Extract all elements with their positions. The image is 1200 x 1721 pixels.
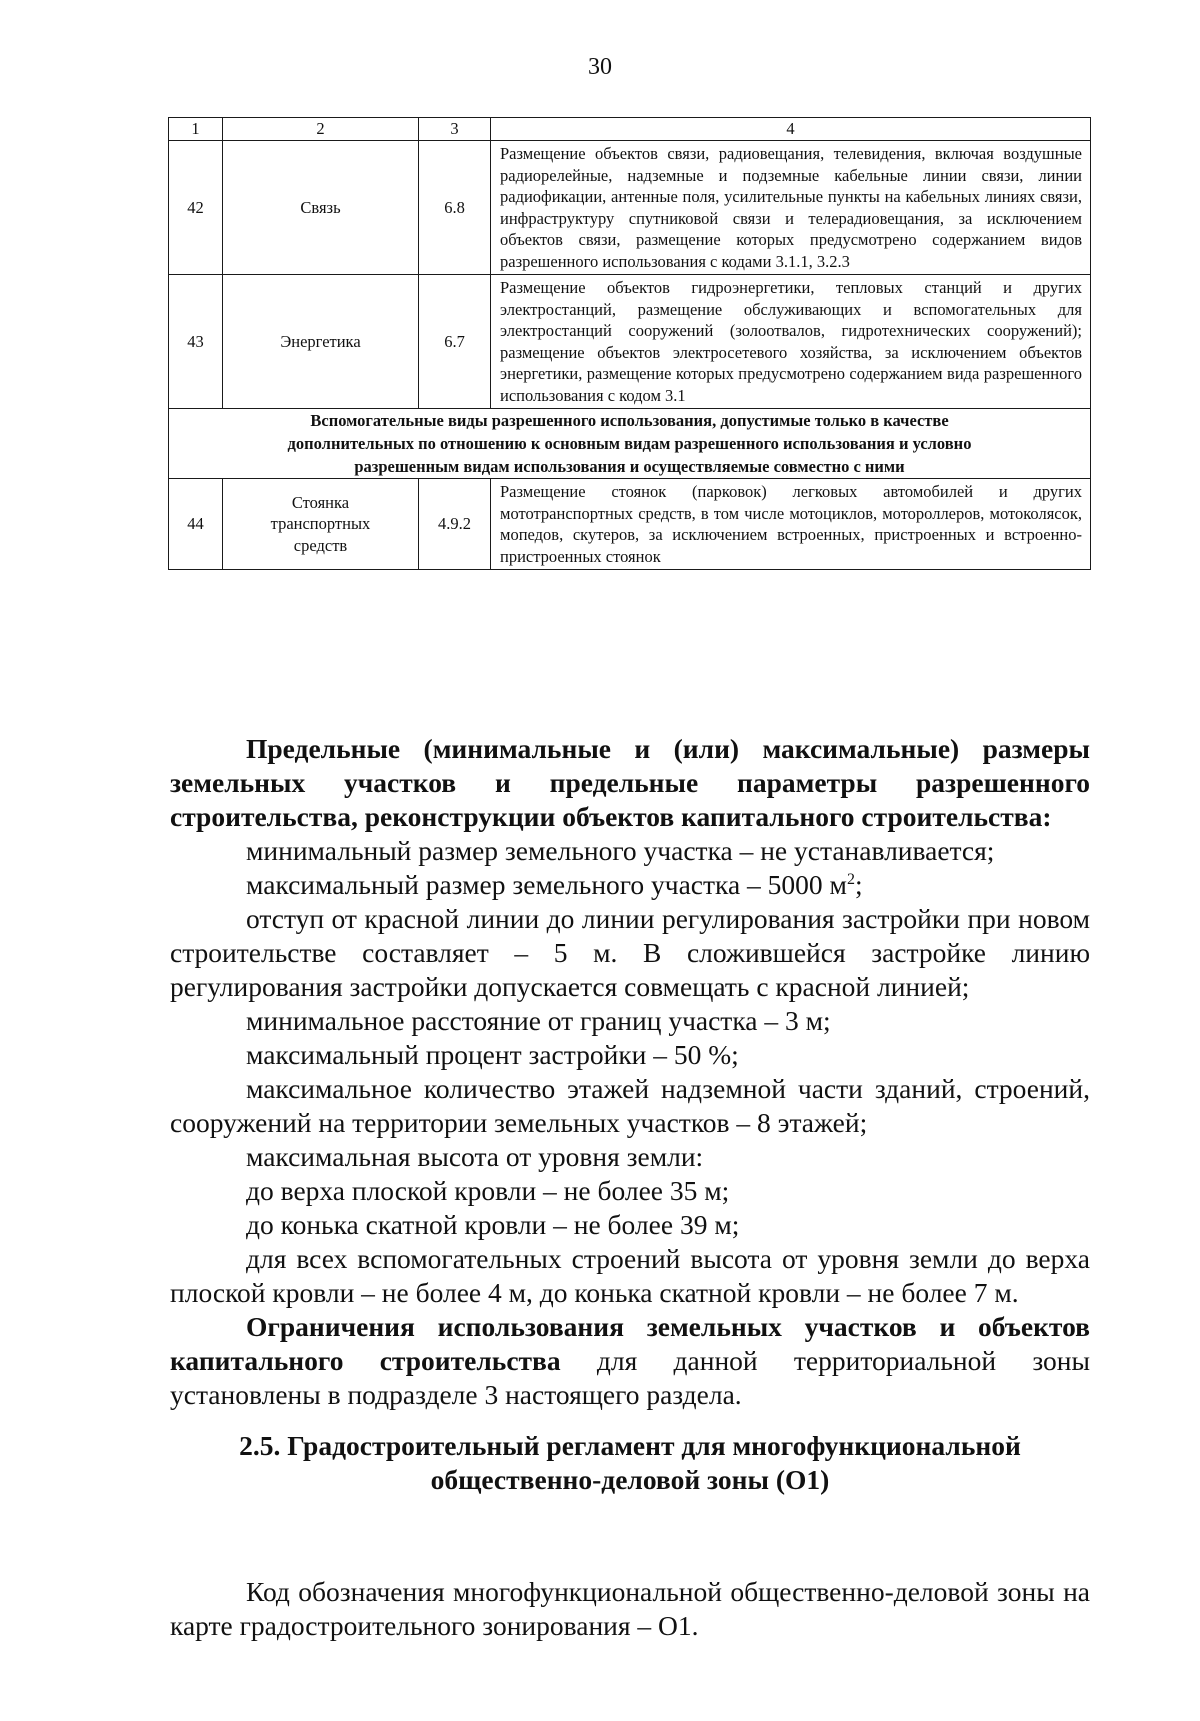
header-col-2: 2 [223,118,419,141]
use-code: 6.7 [419,275,491,409]
param-max-size-text: максимальный размер земельного участка – 5000 м [246,869,847,900]
param-max-size-suffix: ; [854,869,863,900]
param-max-floors: максимальное количество этажей надземной части зданий, строений, сооружений на территории земельных участков – 8 этажей; [170,1073,1090,1138]
zone-code-text: Код обозначения многофункциональной общественно-деловой зоны на карте градостроительного зонирования – О1. [170,1576,1090,1641]
header-col-3: 3 [419,118,491,141]
restrictions-bold: Ограничения использования земельных участков и объектов капитального строительства [170,1311,1090,1376]
use-description: Размещение стоянок (парковок) легковых автомобилей и других мототранспортных средств, в том числе мотоциклов, мотороллеров, мотоколясок, мопедов, скутеров, за исключением встроенных, пристроенных и встроенно-пристроенных стоянок [491,479,1091,570]
section-header-line: дополнительных по отношению к основным видам разрешенного использования и условно [287,434,972,453]
land-use-table [168,117,1091,570]
use-name-line: средств [293,535,348,555]
parameters-block [170,732,1090,1412]
use-code: 6.8 [419,141,491,275]
param-max-height: максимальная высота от уровня земли: [246,1141,704,1172]
section-header-line: Вспомогательные виды разрешенного использования, допустимые только в качестве [310,411,949,430]
superscript-2: 2 [846,870,855,888]
use-name: Связь [223,141,419,275]
section-title-line: общественно-деловой зоны (О1) [430,1464,830,1495]
table-section-header [169,409,1091,479]
restrictions-rest: для данной территориальной зоны установлены в подразделе 3 настоящего раздела. [170,1345,1090,1410]
param-pitched-roof: до конька скатной кровли – не более 39 м; [246,1209,740,1240]
param-setback: отступ от красной линии до линии регулирования застройки при новом строительстве составляет – 5 м. В сложившейся застройке линию регулирования застройки допускается совмещать с красной линией; [170,903,1090,1002]
page-number: 30 [588,54,612,80]
limits-heading: Предельные (минимальные и (или) максимальные) размеры земельных участков и предельные параметры разрешенного строительства, реконструкции объектов капитального строительства: [170,733,1090,832]
table-header-row [169,118,1091,141]
use-code: 4.9.2 [419,479,491,570]
row-number: 43 [169,275,223,409]
use-description: Размещение объектов гидроэнергетики, тепловых станций и других электростанций, размещение обслуживающих и вспомогательных для электростанций сооружений (золоотвалов, гидротехнических сооружений); размещение объектов электросетевого хозяйства, за исключением объектов энергетики, размещение которых предусмотрено содержанием вида разрешенного использования с кодом 3.1 [491,275,1091,409]
header-col-4: 4 [491,118,1091,141]
use-name-line: Стоянка [291,492,350,512]
table-row [169,479,1091,570]
table-row [169,275,1091,409]
param-min-distance: минимальное расстояние от границ участка – 3 м; [246,1005,831,1036]
use-description: Размещение объектов связи, радиовещания, телевидения, включая воздушные радиорелейные, надземные и подземные кабельные линии связи, линии радиофикации, антенные поля, усилительные пункты на кабельных линиях связи, инфраструктуру спутниковой связи и телерадиовещания, за исключением объектов связи, размещение которых предусмотрено содержанием видов разрешенного использования с кодами 3.1.1, 3.2.3 [491,141,1091,275]
use-name: Энергетика [223,275,419,409]
table-row [169,141,1091,275]
zone-code-block [170,1575,1090,1643]
header-col-1: 1 [169,118,223,141]
param-max-size [170,868,1090,902]
param-max-percent: максимальный процент застройки – 50 %; [246,1039,739,1070]
use-name [223,479,419,570]
section-title [170,1429,1090,1497]
param-min-size: минимальный размер земельного участка – не устанавливается; [246,835,995,866]
section-header-line: разрешенным видам использования и осуществляемые совместно с ними [354,457,905,476]
section-title-line: 2.5. Градостроительный регламент для многофункциональной [239,1430,1021,1461]
row-number: 44 [169,479,223,570]
param-flat-roof: до верха плоской кровли – не более 35 м; [246,1175,730,1206]
row-number: 42 [169,141,223,275]
use-name-line: транспортных [270,514,371,534]
param-aux-buildings: для всех вспомогательных строений высота от уровня земли до верха плоской кровли – не более 4 м, до конька скатной кровли – не более 7 м. [170,1243,1090,1308]
restrictions-paragraph [170,1310,1090,1412]
